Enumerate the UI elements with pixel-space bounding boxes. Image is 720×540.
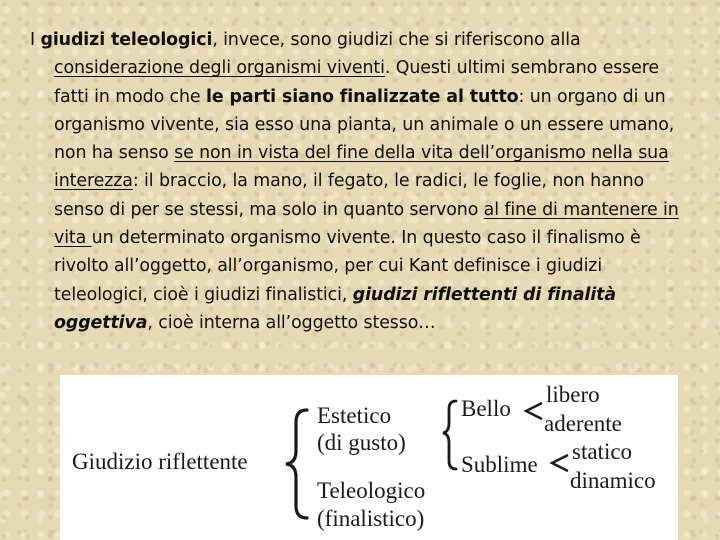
bold-parti-finalizzate: le parti siano finalizzate al tutto (205, 86, 519, 107)
dinamico-label: dinamico (570, 468, 656, 493)
text-run: , invece, sono giudizi che si riferiscono alla (212, 30, 581, 50)
bello-fork (526, 403, 542, 419)
bold-italic-finalita-oggettiva: giudizi riflettenti di finalità oggettiva (54, 284, 617, 333)
sublime-label: Sublime (461, 452, 538, 477)
underlined-fine-vita: se non in vista del fine della vita dell’organismo nella sua interezza (54, 143, 669, 192)
bello-label: Bello (461, 396, 511, 421)
finalistico-label: (finalistico) (317, 506, 425, 531)
statico-label: statico (572, 439, 633, 464)
root-label: Giudizio riflettente (72, 449, 248, 474)
text-run: , cioè interna all’oggetto stesso… (147, 312, 436, 333)
estetico-label: Estetico (317, 403, 392, 428)
underlined-mantenere-vita: al fine di mantenere in vita (54, 199, 679, 249)
underlined-organismi-viventi: considerazione degli organismi viventi (54, 58, 385, 79)
main-brace (286, 410, 307, 518)
paragraph-text (30, 26, 694, 337)
sublime-fork (552, 455, 568, 471)
classification-diagram (60, 375, 678, 540)
text-run: : il braccio, la mano, il fegato, le radici, le foglie, non hanno senso di per se stessi, ma solo in quanto servono (54, 171, 645, 220)
text-run: un determinato organismo vivente. In questo caso il finalismo è rivolto all’oggetto, all’organismo, per cui Kant definisce i giudizi teleologici, cioè i giudizi finalistici, (54, 228, 641, 305)
text-run: I (30, 30, 41, 50)
diagram-svg (60, 375, 678, 540)
main-paragraph (30, 26, 694, 337)
term-giudizi-teleologici: giudizi teleologici (40, 30, 213, 50)
text-run: . Questi ultimi sembrano essere fatti in modo che (54, 58, 660, 107)
teleologico-label: Teleologico (317, 478, 426, 503)
libero-label: libero (546, 382, 600, 407)
text-run: : un organo di un organismo vivente, sia esso una pianta, un animale o un essere umano, non ha senso (54, 86, 675, 164)
aderente-label: aderente (544, 411, 622, 436)
aesthetic-brace (443, 401, 456, 469)
di-gusto-label: (di gusto) (317, 430, 406, 455)
